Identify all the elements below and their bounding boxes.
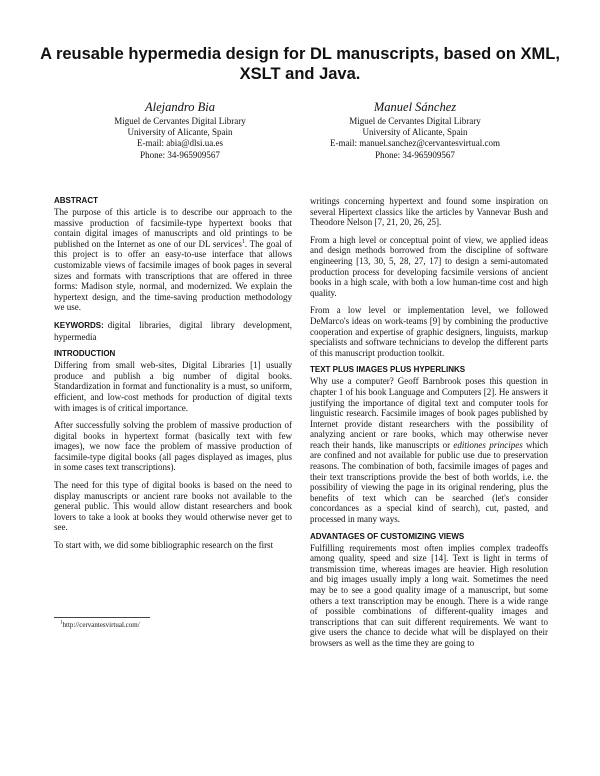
footnote-number: 1: [60, 620, 63, 626]
introduction-paragraph: The need for this type of digital books is based on the need to display manuscripts or ancient rare books not available to the general public. This would allow distant researchers and book lovers to take a look at books they would otherwise never get to see.: [54, 480, 292, 533]
footnote-link[interactable]: http://cervantesvirtual.com/: [62, 621, 140, 629]
emphasized-term: editiones principes: [453, 439, 523, 450]
introduction-heading: INTRODUCTION: [54, 349, 116, 359]
footnote: [60, 621, 140, 630]
body-paragraph: From a high level or conceptual point of view, we applied ideas and design methods borrowed from the discipline of software engineering [13, 30, 5, 28, 27, 17] to design a semi-automated production process for developing facsimile versions of ancient books in a high scale, with both a low human-time cost and high quality.: [310, 234, 548, 298]
abstract-text-end: . The goal of this project is to offer an easy-to-use interface that allows customizable views of facsimile images of book pages in several sizes and formats with transcriptions that are offered in three forms: Madison style, normal, and modernized. We explain the hypertext design, and the time-saving production methodology we use.: [54, 238, 292, 313]
author-university: University of Alicante, Spain: [362, 127, 468, 138]
body-text: which are confined and not available for public use due to preservation reasons. The combination of both, facsimile images of pages and their text transcriptions provide the best of both worlds, i.e. the possibility of viewing the page in its original rendering, plus the benefits of text which can be searched (let's consider concordances as a special kind of search), cut, pasted, and processed in many ways.: [310, 439, 548, 525]
advantages-heading: ADVANTAGES OF CUSTOMIZING VIEWS: [310, 531, 465, 541]
author-phone: Phone: 34-965909567: [375, 149, 455, 160]
author-block-bia: [55, 100, 305, 161]
paper-title: A reusable hypermedia design for DL manuscripts, based on XML, XSLT and Java.: [40, 45, 560, 83]
body-text: Why use a computer? Geoff Barnbrook poses this question in chapter 1 of his book Language and Computers [2]. He answers it justifying the importance of digital text and computer tools for linguistic research. Facsimile images of book pages published by Internet provide distant researchers with the possibility of analyzing ancient or rare books, which may otherwise never reach their hands, like manuscripts or: [310, 376, 548, 450]
text-images-hyperlinks-heading: TEXT PLUS IMAGES PLUS HYPERLINKS: [310, 365, 466, 375]
body-paragraph: [310, 376, 548, 524]
keywords-label: KEYWORDS:: [54, 320, 104, 330]
abstract-text: The purpose of this article is to describe our approach to the massive production of facsimile-type hypertext books that contain digital images of manuscripts and old printings to be published on the Internet as one of our DL services: [54, 207, 292, 249]
body-paragraph: From a low level or implementation level, we followed DeMarco's ideas on work-teams [9] by combining the productive cooperation and expertise of graphic designers, linguists, markup specialists and software technicians to develop the different parts of this manuscript production toolkit.: [310, 305, 548, 358]
abstract-heading: ABSTRACT: [54, 196, 98, 205]
author-name: Alejandro Bia: [144, 100, 215, 114]
author-block-sanchez: [290, 100, 540, 161]
author-phone: Phone: 34-965909567: [140, 149, 220, 160]
author-name: Manuel Sánchez: [373, 100, 457, 114]
abstract-paragraph: [54, 207, 292, 313]
body-paragraph: Fulfilling requirements most often implies complex tradeoffs among quality, speed and size [14]. Text is light in terms of transmission time, whereas images are heavier. High resolution and big images usually imply a long wait. Sometimes the need may be to see a good quality image of a manuscript, but some others a text transcription may be enough. There is a wide range of possible combinations of different-quality images and transcriptions that can suit different requirements. We want to give users the chance to decide what will be displayed on their browsers as well as the time they are going to: [310, 542, 548, 648]
keywords-line: [54, 320, 292, 342]
author-email: E-mail: manuel.sanchez@cervantesvirtual.com: [330, 138, 500, 149]
footnote-reference: 1: [241, 238, 245, 245]
left-column: [54, 196, 292, 558]
author-university: University of Alicante, Spain: [127, 127, 233, 138]
author-organization: Miguel de Cervantes Digital Library: [114, 116, 246, 126]
introduction-paragraph: Differing from small web-sites, Digital Libraries [1] usually produce and publish a big number of digital books. Standardization in format and functionality is a must, so uniform, efficient, and low-cost methods for production of digital texts with images is of critical importance.: [54, 360, 292, 413]
author-email: E-mail: abia@dlsi.ua.es: [136, 138, 223, 149]
body-paragraph: writings concerning hypertext and found some inspiration on several Hipertext classics like the articles by Vannevar Bush and Theodore Nelson [7, 21, 20, 26, 25].: [310, 196, 548, 228]
footnote-divider: [54, 617, 150, 618]
introduction-paragraph: After successfully solving the problem of massive production of digital books in hypertext format (basically text with few images), we now face the problem of massive production of facsimile-type digital books (all pages displayed as images, plus in some cases text transcriptions).: [54, 420, 292, 473]
right-column: [310, 196, 548, 656]
author-organization: Miguel de Cervantes Digital Library: [349, 116, 481, 126]
keywords-text: digital libraries, digital library development, hypermedia: [54, 319, 292, 342]
introduction-paragraph: To start with, we did some bibliographic research on the first: [54, 540, 274, 551]
